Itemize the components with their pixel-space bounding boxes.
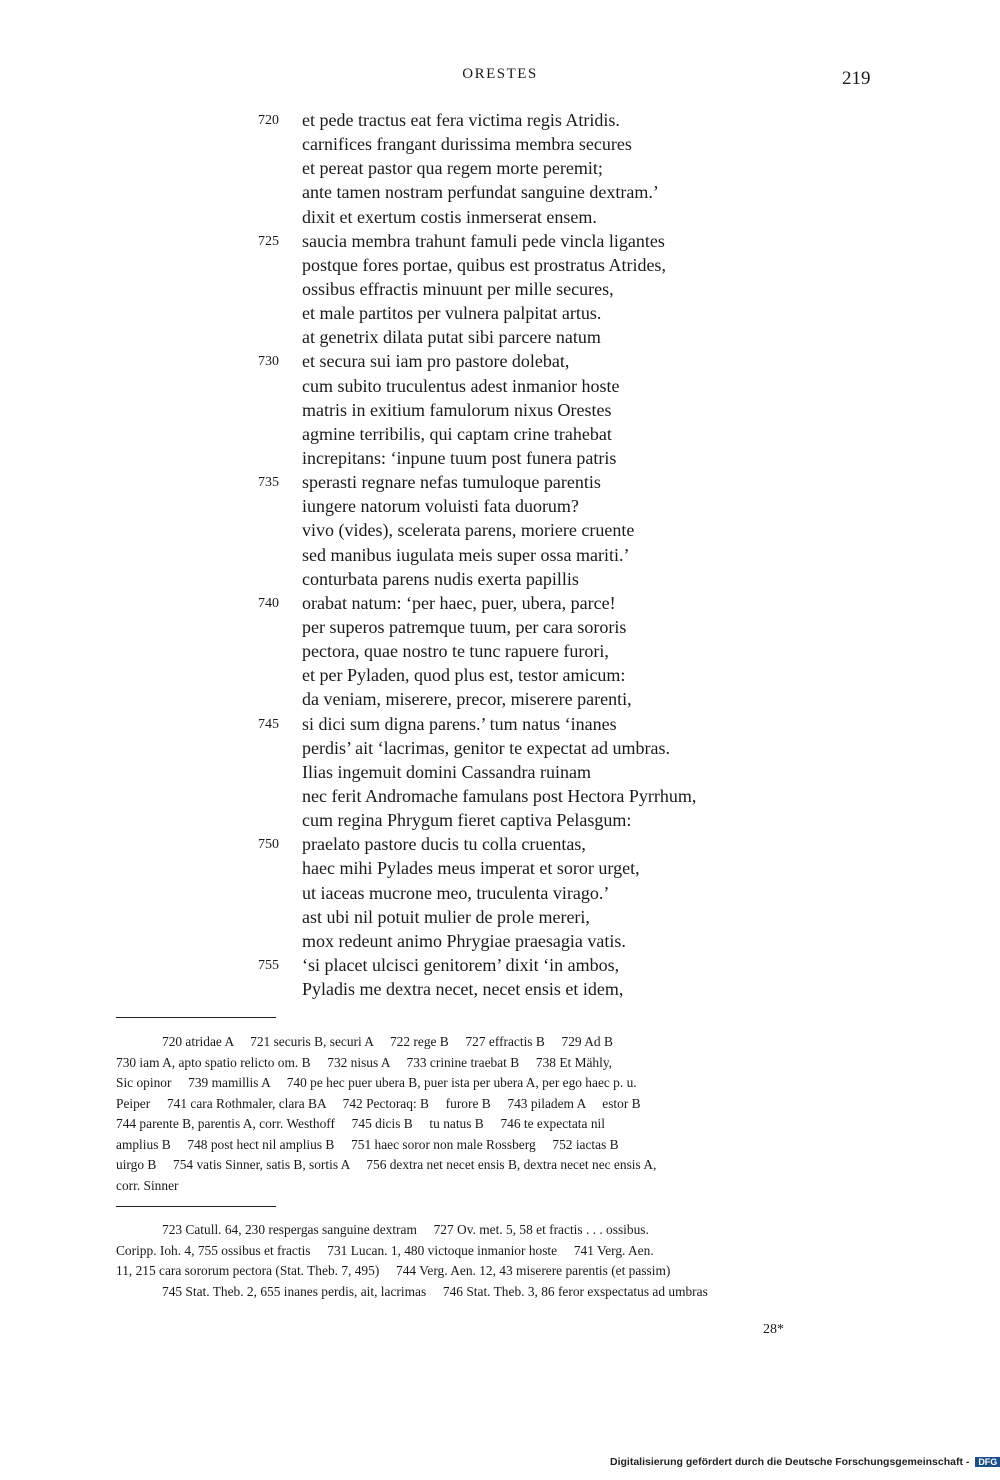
verse-line — [250, 808, 830, 832]
verse-line-text: matris in exitium famulorum nixus Orestes — [302, 399, 612, 420]
verse-line-text: et secura sui iam pro pastore dolebat, — [302, 351, 570, 372]
verse-line-text: ast ubi nil potuit mulier de prole mereri, — [302, 906, 590, 927]
verse-line — [250, 470, 830, 494]
apparatus-line: Coripp. Ioh. 4, 755 ossibus et fractis 731 Lucan. 1, 480 victoque inmanior hoste 741 Verg. Aen. — [116, 1242, 654, 1258]
verse-line-text: dixit et exertum costis inmerserat ensem. — [302, 206, 597, 227]
apparatus-line: amplius B 748 post hect nil amplius B 751 haec soror non male Rossberg 752 iactas B — [116, 1136, 619, 1152]
verse-line-text: Ilias ingemuit domini Cassandra ruinam — [302, 761, 591, 782]
verse-line-text: ante tamen nostram perfundat sanguine dextram.’ — [302, 182, 659, 203]
verse-line-text: haec mihi Pylades meus imperat et soror urget, — [302, 858, 640, 879]
verse-line-text: sperasti regnare nefas tumuloque parentis — [302, 472, 601, 493]
apparatus-rule-bottom — [116, 1206, 276, 1207]
verse-line — [250, 543, 830, 567]
verse-line — [250, 205, 830, 229]
verse-text-block — [250, 108, 830, 1001]
verse-line — [250, 229, 830, 253]
apparatus-line: 723 Catull. 64, 230 respergas sanguine dextram 727 Ov. met. 5, 58 et fractis . . . ossibus. — [162, 1222, 649, 1237]
apparatus-line: uirgo B 754 vatis Sinner, satis B, sortis A 756 dextra net necet ensis B, dextra necet nec ensis A, — [116, 1157, 657, 1172]
verse-line — [250, 687, 830, 711]
verse-line-number: 755 — [258, 957, 279, 973]
verse-line-text: mox redeunt animo Phrygiae praesagia vatis. — [302, 930, 626, 951]
verse-line-text: pectora, quae nostro te tunc rapuere furori, — [302, 641, 609, 662]
verse-line-text: et per Pyladen, quod plus est, testor amicum: — [302, 665, 626, 686]
verse-line — [250, 663, 830, 687]
dfg-logo: DFG — [975, 1457, 1000, 1467]
verse-line-text: ut iaceas mucrone meo, truculenta virago.’ — [302, 882, 610, 903]
verse-line — [250, 736, 830, 760]
verse-line-text: ‘si placet ulcisci genitorem’ dixit ‘in ambos, — [302, 954, 620, 975]
apparatus-line: 745 Stat. Theb. 2, 655 inanes perdis, ait, lacrimas 746 Stat. Theb. 3, 86 feror exspectatus ad umbras — [162, 1283, 708, 1299]
verse-line-text: cum subito truculentus adest inmanior hoste — [302, 375, 620, 396]
verse-line-text: ossibus effractis minuunt per mille secures, — [302, 278, 614, 299]
verse-line-text: per superos patremque tuum, per cara sororis — [302, 616, 627, 637]
verse-line — [250, 253, 830, 277]
verse-line-number: 745 — [258, 716, 279, 732]
verse-line — [250, 518, 830, 542]
verse-line-text: at genetrix dilata putat sibi parcere natum — [302, 327, 601, 348]
verse-line — [250, 615, 830, 639]
verse-line — [250, 905, 830, 929]
verse-line-text: et pereat pastor qua regem morte peremit; — [302, 158, 603, 179]
apparatus-line: 730 iam A, apto spatio relicto om. B 732 nisus A 733 crinine traebat B 738 Et Mähly, — [116, 1054, 613, 1070]
verse-line — [250, 784, 830, 808]
verse-line — [250, 953, 830, 977]
verse-line-text: sed manibus iugulata meis super ossa mariti.’ — [302, 544, 630, 565]
verse-line — [250, 639, 830, 663]
verse-line — [250, 180, 830, 204]
verse-line — [250, 494, 830, 518]
verse-line-number: 720 — [258, 113, 279, 128]
running-title: ORESTES — [462, 66, 538, 82]
verse-line-text: nec ferit Andromache famulans post Hectora Pyrrhum, — [302, 785, 697, 806]
verse-line-text: iungere natorum voluisti fata duorum? — [302, 496, 579, 517]
verse-line — [250, 832, 830, 856]
verse-line — [250, 760, 830, 784]
verse-line — [250, 591, 830, 615]
critical-apparatus — [116, 1032, 891, 1196]
verse-line — [250, 132, 830, 156]
verse-line-number: 725 — [258, 233, 279, 249]
verse-line-text: et pede tractus eat fera victima regis Atridis. — [302, 110, 620, 130]
verse-line — [250, 567, 830, 591]
verse-line-text: et male partitos per vulnera palpitat artus. — [302, 303, 602, 324]
verse-line — [250, 929, 830, 953]
verse-line-number: 735 — [258, 475, 279, 491]
verse-line — [250, 446, 830, 470]
apparatus-line: corr. Sinner — [116, 1177, 179, 1193]
verse-line — [250, 856, 830, 880]
verse-line — [250, 325, 830, 349]
funding-banner-text: Digitalisierung gefördert durch die Deutsche Forschungsgemeinschaft - — [610, 1456, 970, 1468]
verse-line-text: da veniam, miserere, precor, miserere parenti, — [302, 689, 632, 710]
verse-line-text: conturbata parens nudis exerta papillis — [302, 568, 579, 589]
verse-line — [250, 881, 830, 905]
verse-line-text: vivo (vides), scelerata parens, moriere cruente — [302, 520, 635, 541]
verse-line-text: postque fores portae, quibus est prostratus Atrides, — [302, 254, 666, 275]
verse-line — [250, 422, 830, 446]
verse-line-text: si dici sum digna parens.’ tum natus ‘inanes — [302, 713, 617, 734]
verse-line — [250, 712, 830, 736]
verse-line-text: cum regina Phrygum fieret captiva Pelasgum: — [302, 810, 632, 831]
verse-line — [250, 977, 830, 1001]
apparatus-line: Peiper 741 cara Rothmaler, clara BA 742 Pectoraq: B furore B 743 piladem A estor B — [116, 1095, 641, 1111]
verse-line — [250, 108, 830, 132]
verse-line-text: agmine terribilis, qui captam crine trahebat — [302, 423, 612, 444]
apparatus-line: 11, 215 cara sororum pectora (Stat. Theb. 7, 495) 744 Verg. Aen. 12, 43 miserere parentis (et passim) — [116, 1263, 671, 1278]
verse-line-text: orabat natum: ‘per haec, puer, ubera, parce! — [302, 592, 616, 613]
verse-line — [250, 277, 830, 301]
verse-line-text: praelato pastore ducis tu colla cruentas, — [302, 834, 586, 855]
verse-line — [250, 349, 830, 373]
printer-signature: 28* — [763, 1322, 784, 1337]
page-number: 219 — [842, 68, 871, 89]
verse-line-text: increpitans: ‘inpune tuum post funera patris — [302, 447, 617, 468]
verse-line — [250, 301, 830, 325]
verse-line-text: saucia membra trahunt famuli pede vincla ligantes — [302, 230, 665, 251]
verse-line — [250, 156, 830, 180]
verse-line-number: 730 — [258, 354, 279, 370]
verse-line-number: 750 — [258, 837, 279, 853]
apparatus-line: 720 atridae A 721 securis B, securi A 722 rege B 727 effractis B 729 Ad B — [162, 1034, 613, 1049]
verse-line-number: 740 — [258, 595, 279, 611]
apparatus-rule-top — [116, 1017, 276, 1018]
verse-line-text: perdis’ ait ‘lacrimas, genitor te expectat ad umbras. — [302, 737, 671, 758]
apparatus-line: Sic opinor 739 mamillis A 740 pe hec puer ubera B, puer ista per ubera A, per ego haec p. u. — [116, 1075, 637, 1090]
funding-banner — [610, 1456, 1000, 1468]
verse-line-text: carnifices frangant durissima membra secures — [302, 134, 632, 155]
verse-line-text: Pyladis me dextra necet, necet ensis et idem, — [302, 979, 624, 1000]
sources-apparatus — [116, 1220, 891, 1302]
apparatus-line: 744 parente B, parentis A, corr. Westhoff 745 dicis B tu natus B 746 te expectata nil — [116, 1116, 605, 1131]
verse-line — [250, 398, 830, 422]
verse-line — [250, 374, 830, 398]
